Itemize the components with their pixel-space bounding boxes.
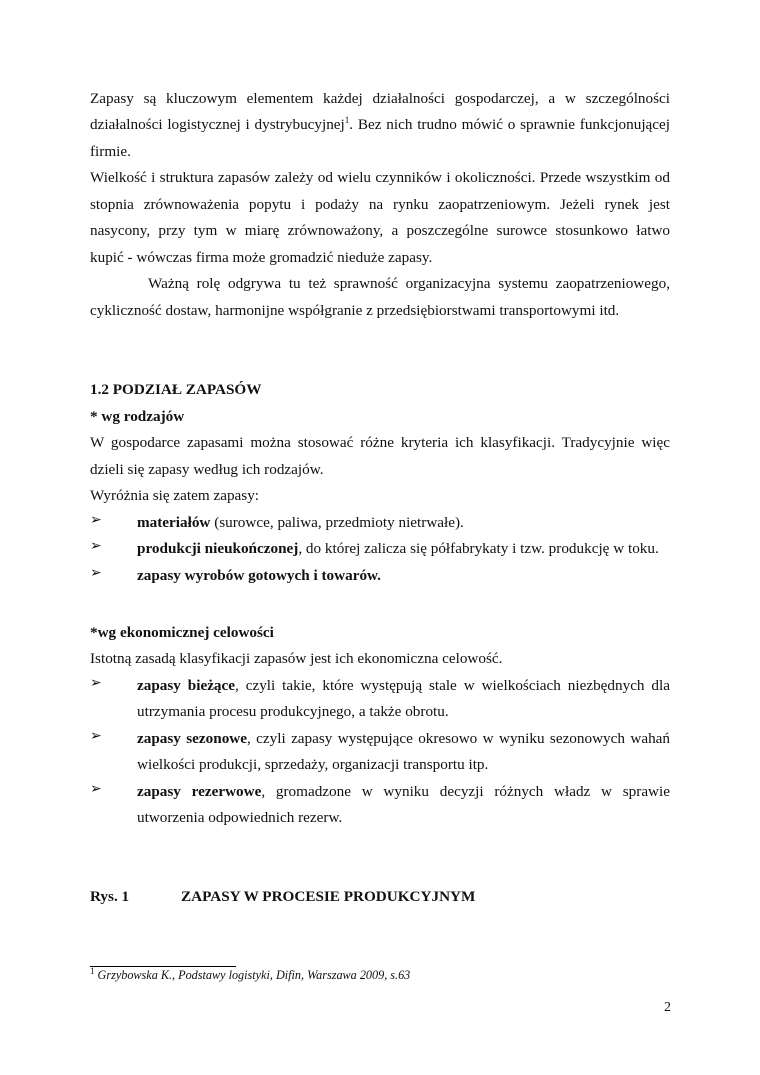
list-item bbox=[137, 536, 670, 562]
section-heading: 1.2 PODZIAŁ ZAPASÓW bbox=[90, 381, 262, 398]
footnote-text: Grzybowska K., Podstawy logistyki, Difin, Warszawa 2009, s.63 bbox=[94, 968, 411, 982]
arrow-bullet-icon: ➢ bbox=[90, 539, 102, 554]
list-item-bold: zapasy wyrobów gotowych i towarów. bbox=[137, 567, 381, 584]
paragraph-line bbox=[90, 112, 670, 138]
arrow-bullet-icon: ➢ bbox=[90, 729, 102, 744]
paragraph-line: dzieli się zapasy według ich rodzajów. bbox=[90, 461, 324, 478]
paragraph-line: stopnia zrównoważenia popytu i podaży na rynku zaopatrzeniowym. Jeżeli rynek jest bbox=[90, 196, 670, 213]
subsection-heading: * wg rodzajów bbox=[90, 408, 185, 425]
paragraph-line: cykliczność dostaw, harmonijne współgranie z przedsiębiorstwami transportowymi itd. bbox=[90, 302, 620, 319]
arrow-bullet-icon: ➢ bbox=[90, 566, 102, 581]
text-span: . Bez nich trudno mówić o sprawnie funkcjonującej bbox=[349, 116, 670, 133]
list-item-continuation: utworzenia odpowiednich rezerw. bbox=[137, 809, 343, 826]
paragraph-line: Zapasy są kluczowym elementem każdej działalności gospodarczej, a w szczególności bbox=[90, 90, 670, 107]
list-item bbox=[137, 726, 670, 752]
text-span: działalności logistycznej i dystrybucyjnej bbox=[90, 116, 345, 133]
arrow-bullet-icon: ➢ bbox=[90, 513, 102, 528]
footnote-ref[interactable]: 1 bbox=[344, 114, 350, 125]
list-item bbox=[137, 563, 670, 589]
paragraph-line: Wyróżnia się zatem zapasy: bbox=[90, 487, 260, 504]
page-number: 2 bbox=[664, 1000, 671, 1015]
list-item-bold: zapasy bieżące bbox=[137, 677, 236, 694]
list-item-bold: zapasy rezerwowe bbox=[137, 783, 262, 800]
arrow-bullet-icon: ➢ bbox=[90, 782, 102, 797]
paragraph-line: W gospodarce zapasami można stosować różne kryteria ich klasyfikacji. Tradycyjnie więc bbox=[90, 434, 670, 451]
arrow-bullet-icon: ➢ bbox=[90, 676, 102, 691]
paragraph-line: kupić - wówczas firma może gromadzić nieduże zapasy. bbox=[90, 249, 433, 266]
list-item-bold: produkcji nieukończonej bbox=[137, 540, 299, 557]
list-item-continuation: wielkości produkcji, sprzedaży, organizacji transportu itp. bbox=[137, 756, 489, 773]
list-item-text: , gromadzone w wyniku decyzji różnych władz w sprawie bbox=[261, 783, 670, 800]
figure-title: ZAPASY W PROCESIE PRODUKCYJNYM bbox=[181, 888, 476, 905]
list-item-bold: materiałów bbox=[137, 514, 211, 531]
list-item-text: , czyli zapasy występujące okresowo w wyniku sezonowych wahań bbox=[247, 730, 670, 747]
paragraph-line: nasycony, przy tym w miarę zrównoważony, a poszczególne surowce stosunkowo łatwo bbox=[90, 222, 670, 239]
paragraph-line: Wielkość i struktura zapasów zależy od wielu czynników i okoliczności. Przede wszystkim od bbox=[90, 169, 670, 186]
footnote bbox=[90, 965, 411, 983]
paragraph-line: firmie. bbox=[90, 143, 131, 160]
list-item bbox=[137, 779, 670, 805]
paragraph-line: Ważną rolę odgrywa tu też sprawność organizacyjna systemu zaopatrzeniowego, bbox=[148, 275, 670, 292]
list-item-text: , do której zalicza się półfabrykaty i tzw. produkcję w toku. bbox=[298, 540, 659, 557]
list-item-bold: zapasy sezonowe bbox=[137, 730, 247, 747]
list-item bbox=[137, 510, 670, 536]
list-item bbox=[137, 673, 670, 699]
list-item-text: (surowce, paliwa, przedmioty nietrwałe). bbox=[210, 514, 464, 531]
subsection-heading: *wg ekonomicznej celowości bbox=[90, 624, 274, 641]
figure-label: Rys. 1 bbox=[90, 888, 130, 905]
footnote-number: 1 bbox=[90, 965, 95, 976]
paragraph-line: Istotną zasadą klasyfikacji zapasów jest ich ekonomiczna celowość. bbox=[90, 650, 503, 667]
list-item-text: , czyli takie, które występują stale w wielkościach niezbędnych dla bbox=[235, 677, 670, 694]
footnote-separator bbox=[90, 966, 236, 967]
list-item-continuation: utrzymania procesu produkcyjnego, a także obrotu. bbox=[137, 703, 449, 720]
